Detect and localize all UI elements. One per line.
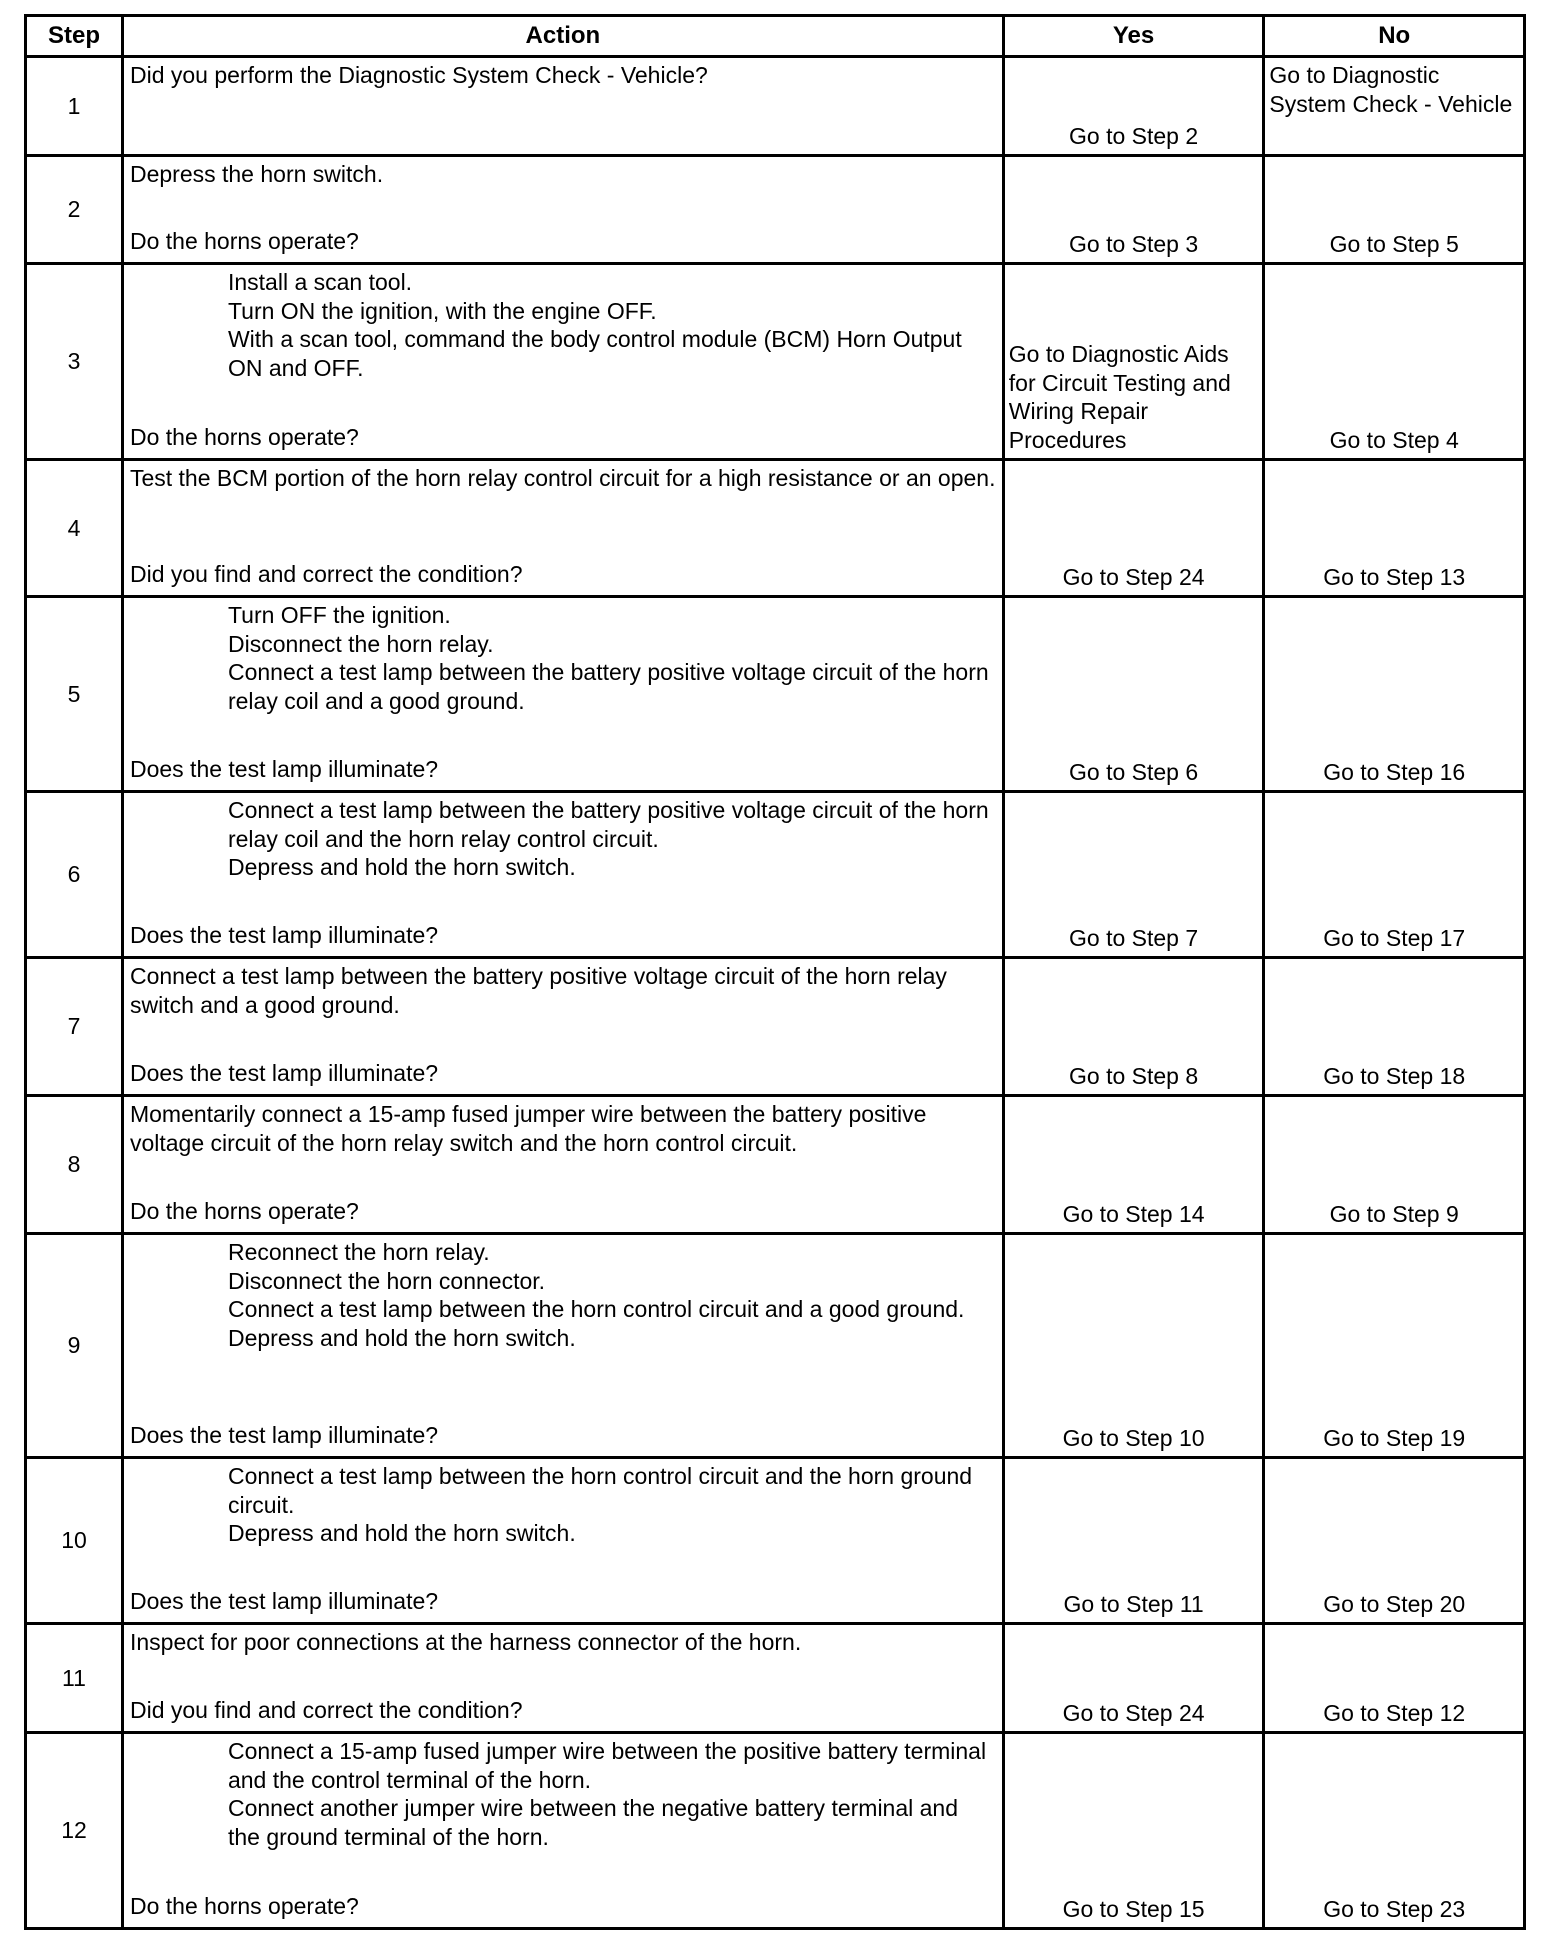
step-number: 8 [26,1096,123,1234]
table-body [26,57,1525,1929]
no-cell [1264,460,1525,597]
action-cell [122,460,1003,597]
step-number: 3 [26,264,123,460]
yes-text: Go to Step 7 [1069,924,1199,951]
action-cell [122,264,1003,460]
yes-text: Go to Step 24 [1062,563,1205,590]
action-question: Does the test lamp illuminate? [129,756,439,782]
yes-cell [1003,792,1264,958]
table-row [26,597,1525,792]
no-cell [1264,1458,1525,1624]
step-number: 11 [26,1624,123,1733]
no-text: Go to Step 17 [1323,924,1466,951]
table-row [26,1234,1525,1458]
header-yes: Yes [1003,16,1264,57]
yes-text: Go to Step 6 [1069,758,1199,785]
table-row [26,1624,1525,1733]
no-cell [1264,958,1525,1096]
action-bullet: Turn ON the ignition, with the engine OFF. [227,297,657,324]
no-text: Go to Step 20 [1323,1590,1466,1617]
action-question: Do the horns operate? [129,424,359,450]
no-text: Go to Step 5 [1329,230,1459,257]
action-cell [122,597,1003,792]
yes-cell [1003,1624,1264,1733]
action-bullet: Install a scan tool. [227,269,413,295]
step-number: 2 [26,156,123,264]
yes-cell [1003,460,1264,597]
yes-text: Go to Step 14 [1062,1200,1205,1227]
yes-cell [1003,264,1264,460]
action-bullet: Connect another jumper wire between the negative battery terminal and the ground terminal of the horn. [227,1795,959,1850]
no-cell [1264,1733,1525,1929]
step-number: 7 [26,958,123,1096]
header-step: Step [26,16,123,57]
yes-text: Go to Step 8 [1069,1062,1199,1089]
step-number: 10 [26,1458,123,1624]
yes-text: Go to Step 24 [1062,1699,1205,1726]
step-number: 9 [26,1234,123,1458]
no-cell [1264,57,1525,156]
table-row [26,1458,1525,1624]
action-bullet: Connect a test lamp between the horn control circuit and the horn ground circuit. [227,1463,973,1518]
action-cell [122,1733,1003,1929]
header-action: Action [122,16,1003,57]
diagnostic-table [24,14,1526,1930]
no-text: Go to Step 23 [1323,1895,1466,1922]
step-number: 5 [26,597,123,792]
action-bullet: Turn OFF the ignition. [227,602,451,628]
header-no: No [1264,16,1525,57]
yes-text: Go to Step 10 [1062,1424,1205,1451]
yes-text: Go to Step 11 [1063,1590,1204,1617]
action-bullet: Depress and hold the horn switch. [227,1324,576,1351]
table-row [26,1096,1525,1234]
action-question: Does the test lamp illuminate? [129,922,439,948]
action-bullet: Depress and hold the horn switch. [227,854,576,880]
yes-cell [1003,57,1264,156]
action-question: Did you find and correct the condition? [129,1697,523,1723]
action-bullet: Connect a 15-amp fused jumper wire between the positive battery terminal and the control terminal of the horn. [227,1738,987,1793]
action-cell [122,958,1003,1096]
table-row [26,1733,1525,1929]
action-bullet: Disconnect the horn relay. [227,630,494,657]
no-text: Go to Diagnostic System Check - Vehicle [1269,62,1513,117]
action-cell [122,792,1003,958]
action-text: Did you perform the Diagnostic System Check - Vehicle? [129,62,708,88]
action-question: Does the test lamp illuminate? [129,1060,439,1086]
step-number: 4 [26,460,123,597]
action-cell [122,156,1003,264]
yes-text: Go to Step 15 [1062,1895,1205,1922]
table-row [26,264,1525,460]
no-text: Go to Step 9 [1329,1200,1459,1227]
yes-cell [1003,597,1264,792]
action-text: Test the BCM portion of the horn relay control circuit for a high resistance or an open. [129,465,996,491]
table-row [26,460,1525,597]
table-row [26,792,1525,958]
action-question: Do the horns operate? [129,228,359,254]
action-cell [122,57,1003,156]
no-cell [1264,792,1525,958]
action-text: Depress the horn switch. [129,161,384,187]
yes-text: Go to Step 3 [1069,230,1199,257]
table-row [26,57,1525,156]
no-cell [1264,1234,1525,1458]
yes-cell [1003,156,1264,264]
action-cell [122,1096,1003,1234]
no-cell [1264,1096,1525,1234]
yes-cell [1003,1458,1264,1624]
yes-cell [1003,958,1264,1096]
no-text: Go to Step 19 [1323,1424,1466,1451]
yes-text: Go to Step 2 [1069,122,1199,149]
table-row [26,156,1525,264]
action-question: Does the test lamp illuminate? [129,1588,439,1614]
no-cell [1264,264,1525,460]
no-text: Go to Step 12 [1323,1699,1466,1726]
no-text: Go to Step 13 [1323,563,1466,590]
action-bullet: Depress and hold the horn switch. [227,1520,576,1546]
yes-cell [1003,1096,1264,1234]
yes-text: Go to Diagnostic Aids for Circuit Testing and Wiring Repair Procedures [1008,341,1231,453]
action-question: Do the horns operate? [129,1893,359,1919]
table-row [26,958,1525,1096]
no-cell [1264,597,1525,792]
no-text: Go to Step 16 [1323,758,1466,785]
action-bullet: Connect a test lamp between the horn control circuit and a good ground. [227,1296,965,1322]
action-question: Did you find and correct the condition? [129,561,523,587]
yes-cell [1003,1733,1264,1929]
action-cell [122,1234,1003,1458]
action-cell [122,1458,1003,1624]
no-cell [1264,1624,1525,1733]
no-cell [1264,156,1525,264]
step-number: 6 [26,792,123,958]
yes-cell [1003,1234,1264,1458]
action-text: Momentarily connect a 15-amp fused jumper wire between the battery positive voltage circuit of the horn relay switch and the horn control circuit. [129,1101,927,1156]
action-bullet: Connect a test lamp between the battery positive voltage circuit of the horn relay coil and a good ground. [227,659,989,714]
no-text: Go to Step 18 [1323,1062,1466,1089]
step-number: 1 [26,57,123,156]
no-text: Go to Step 4 [1329,426,1459,453]
action-bullet: With a scan tool, command the body control module (BCM) Horn Output ON and OFF. [227,326,962,381]
action-bullet: Connect a test lamp between the battery positive voltage circuit of the horn relay coil and the horn relay control circuit. [227,797,989,852]
action-text: Inspect for poor connections at the harness connector of the horn. [129,1629,802,1655]
step-number: 12 [26,1733,123,1929]
header-row [26,16,1525,57]
action-cell [122,1624,1003,1733]
action-question: Does the test lamp illuminate? [129,1422,439,1448]
action-question: Do the horns operate? [129,1198,359,1224]
action-bullet: Disconnect the horn connector. [227,1267,546,1294]
action-bullet: Reconnect the horn relay. [227,1239,490,1265]
action-text: Connect a test lamp between the battery positive voltage circuit of the horn relay switch and a good ground. [129,963,947,1018]
